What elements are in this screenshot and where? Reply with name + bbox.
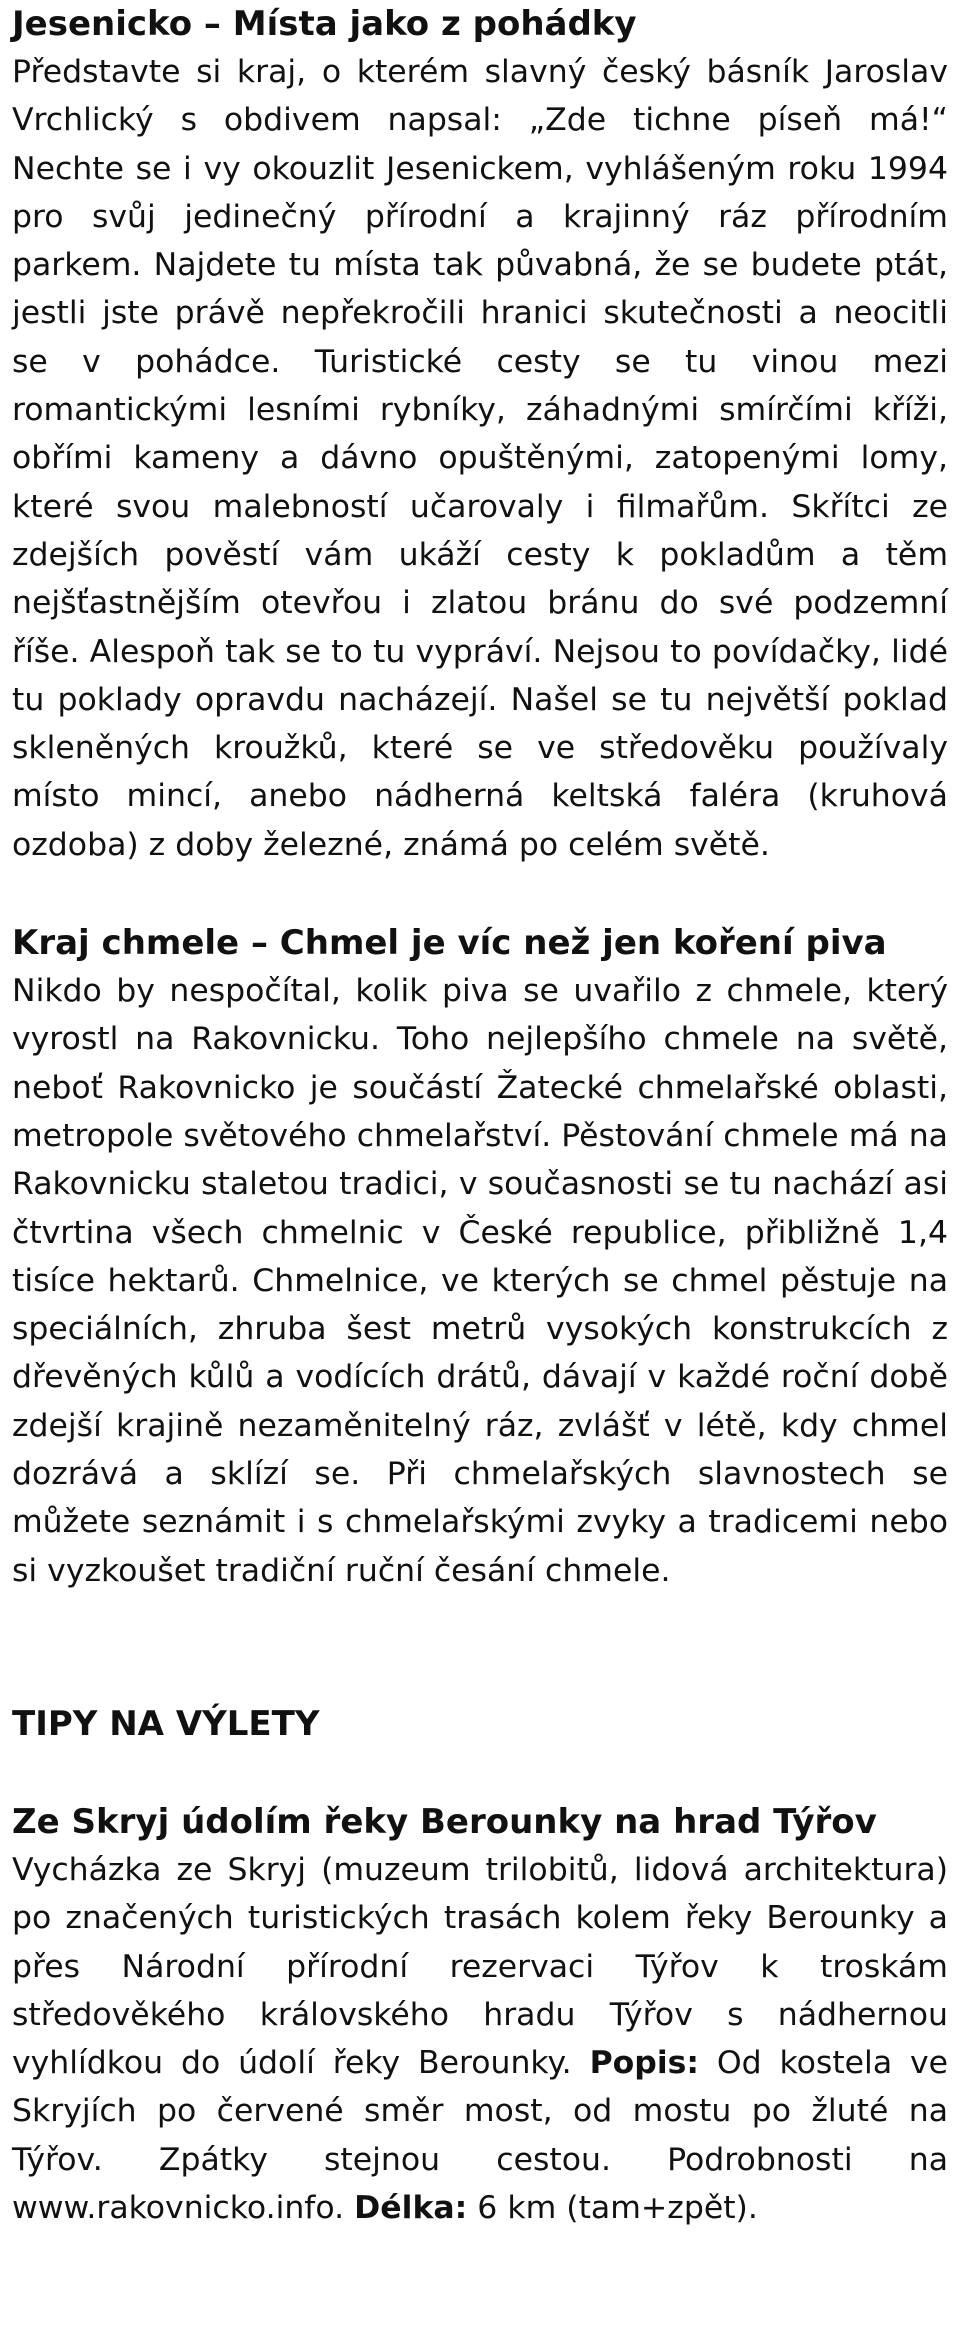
section-jesenicko [12, 0, 948, 869]
delka-label: Délka: [354, 2189, 468, 2226]
tips-title: TIPY NA VÝLETY [12, 1703, 320, 1744]
trip-heading: Ze Skryj údolím řeky Berounky na hrad Týřov [12, 1801, 877, 1842]
section-heading: Jesenicko – Místa jako z pohádky [12, 4, 637, 44]
delka-text: 6 km (tam+zpět). [477, 2189, 758, 2226]
trip-intro: Vycházka ze Skryj (muzeum trilobitů, lidová architektura) po značených turistických trasách kolem řeky Berounky a přes Národní přírodní rezervaci Týřov k troskám středověkého královského hradu Týřov s nádhernou vyhlídkou do údolí řeky Berounky. [12, 1851, 948, 2082]
section-body: Představte si kraj, o kterém slavný český básník Jaroslav Vrchlický s obdivem napsal: „Zde tichne píseň má!“ Nechte se i vy okouzlit Jesenickem, vyhlášeným roku 1994 pro svůj jedinečný přírodní a krajinný ráz přírodním parkem. Najdete tu místa tak půvabná, že se budete ptát, jestli jste právě nepřekročili hranici skutečnosti a neocitli se v pohádce. Turistické cesty se tu vinou mezi romantickými lesními rybníky, záhadnými smírčími kříži, obřími kameny a dávno opuštěnými, zatopenými lomy, které svou malebností učarovaly i filmařům. Skřítci ze zdejších pověstí vám ukáží cesty k pokladům a těm nejšťastnějším otevřou i zlatou bránu do své podzemní říše. Alespoň tak se to tu vypráví. Nejsou to povídačky, lidé tu poklady opravdu nacházejí. Našel se tu největší poklad skleněných kroužků, které se ve středověku používaly místo mincí, anebo nádherná keltská faléra (kruhová ozdoba) z doby železné, známá po celém světě. [12, 54, 948, 863]
section-heading: Kraj chmele – Chmel je víc než jen koření piva [12, 923, 887, 964]
trip-item [12, 1798, 948, 2232]
trip-description [12, 1846, 948, 2232]
section-kraj-chmele [12, 919, 948, 1595]
popis-label: Popis: [589, 2045, 699, 2082]
section-body: Nikdo by nespočítal, kolik piva se uvařilo z chmele, který vyrostl na Rakovnicku. Toho nejlepšího chmele na světě, neboť Rakovnicko je součástí Žatecké chmelařské oblasti, metropole světového chmelařství. Pěstování chmele má na Rakovnicku staletou tradici, v současnosti se tu nachází asi čtvrtina všech chmelnic v České republice, přibližně 1,4 tisíce hektarů. Chmelnice, ve kterých se chmel pěstuje na speciálních, zhruba šest metrů vysokých konstrukcích z dřevěných kůlů a vodících drátů, dávají v každé roční době zdejší krajině nezaměnitelný ráz, zvlášť v létě, kdy chmel dozrává a sklízí se. Při chmelařských slavnostech se můžete seznámit i s chmelařskými zvyky a tradicemi nebo si vyzkoušet tradiční ruční česání chmele. [12, 973, 948, 1589]
popis-text: Od kostela ve Skryjích po červené směr most, od mostu po žluté na Týřov. Zpátky stejnou cestou. Podrobnosti na www.rakovnicko.info. [12, 2045, 949, 2226]
